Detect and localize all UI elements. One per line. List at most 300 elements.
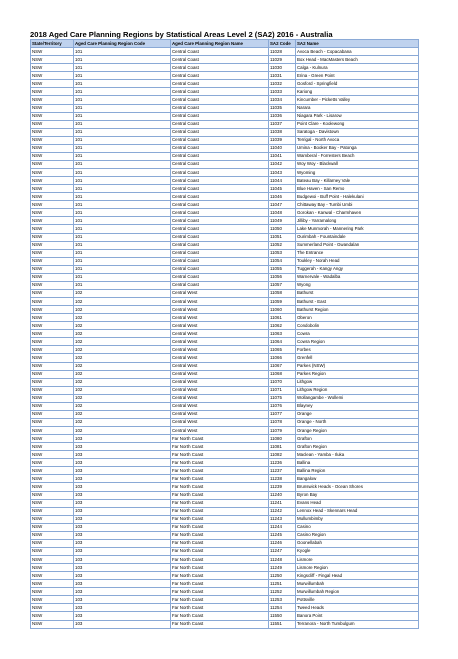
cell-sa2-name: Lismore bbox=[296, 556, 419, 564]
cell-sa2-code: 11057 bbox=[269, 281, 296, 289]
cell-sa2-name: Grafton Region bbox=[296, 443, 419, 451]
cell-region-name: Central Coast bbox=[171, 160, 269, 168]
table-row bbox=[31, 427, 419, 435]
table-row bbox=[31, 435, 419, 443]
cell-sa2-name: Kincumber - Picketts Valley bbox=[296, 96, 419, 104]
cell-sa2-name: Pottsville bbox=[296, 596, 419, 604]
cell-state: NSW bbox=[31, 104, 74, 112]
cell-sa2-name: Cowra bbox=[296, 330, 419, 338]
table-row bbox=[31, 475, 419, 483]
cell-region-name: Central Coast bbox=[171, 185, 269, 193]
cell-state: NSW bbox=[31, 362, 74, 370]
table-row bbox=[31, 491, 419, 499]
cell-region-code: 102 bbox=[74, 370, 171, 378]
cell-state: NSW bbox=[31, 249, 74, 257]
cell-sa2-code: 11238 bbox=[269, 475, 296, 483]
table-row bbox=[31, 378, 419, 386]
cell-state: NSW bbox=[31, 169, 74, 177]
header-sa2-name: SA2 Name bbox=[296, 40, 419, 48]
cell-sa2-name: Chittaway Bay - Tumbi Umbi bbox=[296, 201, 419, 209]
cell-region-name: Central Coast bbox=[171, 144, 269, 152]
cell-region-code: 102 bbox=[74, 322, 171, 330]
cell-region-code: 103 bbox=[74, 564, 171, 572]
cell-state: NSW bbox=[31, 346, 74, 354]
cell-sa2-name: Gorokan - Kanwal - Charmhaven bbox=[296, 209, 419, 217]
cell-sa2-name: Jilliby - Yarramalong bbox=[296, 217, 419, 225]
cell-region-code: 103 bbox=[74, 459, 171, 467]
cell-region-code: 103 bbox=[74, 580, 171, 588]
cell-sa2-name: Goonellabah bbox=[296, 539, 419, 547]
cell-state: NSW bbox=[31, 556, 74, 564]
cell-sa2-name: Blue Haven - San Remo bbox=[296, 185, 419, 193]
cell-state: NSW bbox=[31, 483, 74, 491]
cell-region-name: Central West bbox=[171, 394, 269, 402]
cell-sa2-code: 11237 bbox=[269, 467, 296, 475]
cell-sa2-name: Lithgow bbox=[296, 378, 419, 386]
cell-region-code: 103 bbox=[74, 588, 171, 596]
cell-state: NSW bbox=[31, 475, 74, 483]
cell-sa2-code: 11064 bbox=[269, 338, 296, 346]
cell-sa2-code: 11068 bbox=[269, 370, 296, 378]
table-row bbox=[31, 289, 419, 297]
cell-sa2-code: 11042 bbox=[269, 160, 296, 168]
cell-sa2-code: 11066 bbox=[269, 354, 296, 362]
table-row bbox=[31, 128, 419, 136]
table-row bbox=[31, 362, 419, 370]
cell-region-name: Central West bbox=[171, 402, 269, 410]
cell-region-name: Central West bbox=[171, 386, 269, 394]
cell-region-name: Central Coast bbox=[171, 241, 269, 249]
table-row bbox=[31, 354, 419, 362]
table-row bbox=[31, 531, 419, 539]
cell-region-name: Central West bbox=[171, 314, 269, 322]
cell-region-code: 101 bbox=[74, 48, 171, 56]
cell-sa2-name: Niagara Park - Lisarow bbox=[296, 112, 419, 120]
cell-region-name: Far North Coast bbox=[171, 547, 269, 555]
cell-region-name: Central Coast bbox=[171, 56, 269, 64]
cell-region-code: 103 bbox=[74, 467, 171, 475]
cell-sa2-name: Grenfell bbox=[296, 354, 419, 362]
table-row bbox=[31, 612, 419, 620]
cell-sa2-name: Casino bbox=[296, 523, 419, 531]
cell-region-name: Far North Coast bbox=[171, 507, 269, 515]
cell-region-code: 103 bbox=[74, 435, 171, 443]
cell-region-code: 101 bbox=[74, 128, 171, 136]
cell-sa2-name: Orange - North bbox=[296, 418, 419, 426]
cell-sa2-code: 11251 bbox=[269, 580, 296, 588]
table-row bbox=[31, 596, 419, 604]
cell-sa2-name: Tuggerah - Kangy Angy bbox=[296, 265, 419, 273]
cell-state: NSW bbox=[31, 322, 74, 330]
cell-state: NSW bbox=[31, 48, 74, 56]
table-row bbox=[31, 306, 419, 314]
table-row bbox=[31, 72, 419, 80]
cell-state: NSW bbox=[31, 386, 74, 394]
table-row bbox=[31, 467, 419, 475]
cell-region-code: 101 bbox=[74, 225, 171, 233]
table-row bbox=[31, 451, 419, 459]
table-row bbox=[31, 418, 419, 426]
cell-sa2-name: Saratoga - Davistown bbox=[296, 128, 419, 136]
cell-sa2-code: 11058 bbox=[269, 289, 296, 297]
cell-sa2-code: 11081 bbox=[269, 443, 296, 451]
cell-region-name: Far North Coast bbox=[171, 588, 269, 596]
cell-sa2-name: Wollangambe - Wollemi bbox=[296, 394, 419, 402]
table-row bbox=[31, 104, 419, 112]
cell-region-name: Far North Coast bbox=[171, 475, 269, 483]
cell-region-name: Far North Coast bbox=[171, 467, 269, 475]
cell-state: NSW bbox=[31, 515, 74, 523]
cell-sa2-name: Lennox Head - Skennars Head bbox=[296, 507, 419, 515]
cell-sa2-code: 11035 bbox=[269, 104, 296, 112]
cell-region-name: Central Coast bbox=[171, 112, 269, 120]
cell-region-name: Central West bbox=[171, 306, 269, 314]
table-row bbox=[31, 209, 419, 217]
cell-region-code: 103 bbox=[74, 604, 171, 612]
cell-region-code: 103 bbox=[74, 556, 171, 564]
document-title: 2018 Aged Care Planning Regions by Statistical Areas Level 2 (SA2) 2016 - Australia bbox=[30, 30, 333, 39]
table-row bbox=[31, 265, 419, 273]
cell-region-code: 101 bbox=[74, 169, 171, 177]
cell-sa2-name: Casino Region bbox=[296, 531, 419, 539]
cell-region-code: 102 bbox=[74, 402, 171, 410]
cell-sa2-code: 11241 bbox=[269, 499, 296, 507]
cell-region-name: Central Coast bbox=[171, 136, 269, 144]
table-row bbox=[31, 588, 419, 596]
cell-region-code: 103 bbox=[74, 531, 171, 539]
table-row bbox=[31, 539, 419, 547]
cell-sa2-code: 11254 bbox=[269, 604, 296, 612]
cell-region-code: 101 bbox=[74, 136, 171, 144]
cell-region-code: 101 bbox=[74, 273, 171, 281]
cell-sa2-name: Warnervale - Wadalba bbox=[296, 273, 419, 281]
cell-sa2-code: 11032 bbox=[269, 80, 296, 88]
table-row bbox=[31, 346, 419, 354]
cell-region-code: 102 bbox=[74, 394, 171, 402]
cell-region-code: 101 bbox=[74, 88, 171, 96]
cell-state: NSW bbox=[31, 120, 74, 128]
cell-region-code: 103 bbox=[74, 499, 171, 507]
cell-sa2-code: 11079 bbox=[269, 427, 296, 435]
cell-sa2-name: Woy Woy - Blackwall bbox=[296, 160, 419, 168]
cell-sa2-name: Calga - Kulnura bbox=[296, 64, 419, 72]
cell-sa2-code: 11059 bbox=[269, 298, 296, 306]
cell-sa2-name: Gosford - Springfield bbox=[296, 80, 419, 88]
cell-sa2-name: Toukley - Norah Head bbox=[296, 257, 419, 265]
cell-state: NSW bbox=[31, 265, 74, 273]
cell-state: NSW bbox=[31, 225, 74, 233]
cell-sa2-name: Murwillumbah Region bbox=[296, 588, 419, 596]
cell-state: NSW bbox=[31, 467, 74, 475]
table-row bbox=[31, 241, 419, 249]
cell-state: NSW bbox=[31, 394, 74, 402]
cell-region-code: 103 bbox=[74, 539, 171, 547]
cell-region-name: Far North Coast bbox=[171, 491, 269, 499]
cell-sa2-code: 11044 bbox=[269, 177, 296, 185]
table-row bbox=[31, 56, 419, 64]
cell-region-code: 102 bbox=[74, 410, 171, 418]
cell-sa2-name: Wyong bbox=[296, 281, 419, 289]
cell-region-name: Central Coast bbox=[171, 249, 269, 257]
table-row bbox=[31, 547, 419, 555]
cell-region-code: 103 bbox=[74, 620, 171, 628]
cell-sa2-name: Kyogle bbox=[296, 547, 419, 555]
cell-sa2-code: 11030 bbox=[269, 64, 296, 72]
cell-state: NSW bbox=[31, 64, 74, 72]
cell-region-code: 101 bbox=[74, 96, 171, 104]
cell-state: NSW bbox=[31, 410, 74, 418]
cell-region-name: Central Coast bbox=[171, 233, 269, 241]
cell-region-code: 101 bbox=[74, 241, 171, 249]
table-row bbox=[31, 177, 419, 185]
table-row bbox=[31, 410, 419, 418]
table-row bbox=[31, 169, 419, 177]
cell-region-name: Central Coast bbox=[171, 152, 269, 160]
cell-state: NSW bbox=[31, 370, 74, 378]
cell-region-name: Central Coast bbox=[171, 257, 269, 265]
cell-sa2-name: Murwillumbah bbox=[296, 580, 419, 588]
cell-region-name: Central West bbox=[171, 338, 269, 346]
table-row bbox=[31, 193, 419, 201]
cell-sa2-code: 11050 bbox=[269, 225, 296, 233]
cell-sa2-code: 11046 bbox=[269, 193, 296, 201]
cell-region-code: 101 bbox=[74, 265, 171, 273]
cell-region-code: 102 bbox=[74, 427, 171, 435]
cell-sa2-name: Lake Munmorah - Mannering Park bbox=[296, 225, 419, 233]
cell-region-code: 102 bbox=[74, 386, 171, 394]
cell-state: NSW bbox=[31, 233, 74, 241]
cell-state: NSW bbox=[31, 314, 74, 322]
cell-state: NSW bbox=[31, 378, 74, 386]
cell-region-code: 102 bbox=[74, 362, 171, 370]
table-row bbox=[31, 523, 419, 531]
cell-sa2-code: 11049 bbox=[269, 217, 296, 225]
cell-sa2-name: Umina - Booker Bay - Patonga bbox=[296, 144, 419, 152]
cell-region-name: Central Coast bbox=[171, 72, 269, 80]
cell-region-code: 101 bbox=[74, 64, 171, 72]
cell-sa2-name: Byron Bay bbox=[296, 491, 419, 499]
cell-state: NSW bbox=[31, 241, 74, 249]
cell-sa2-code: 11551 bbox=[269, 620, 296, 628]
cell-state: NSW bbox=[31, 588, 74, 596]
table-row bbox=[31, 48, 419, 56]
cell-sa2-code: 11078 bbox=[269, 418, 296, 426]
cell-sa2-code: 11039 bbox=[269, 136, 296, 144]
cell-state: NSW bbox=[31, 306, 74, 314]
cell-region-name: Central Coast bbox=[171, 169, 269, 177]
cell-region-code: 103 bbox=[74, 515, 171, 523]
cell-sa2-name: Bateau Bay - Killarney Vale bbox=[296, 177, 419, 185]
header-region-name: Aged Care Planning Region Name bbox=[171, 40, 269, 48]
cell-sa2-code: 11047 bbox=[269, 201, 296, 209]
cell-sa2-code: 11037 bbox=[269, 120, 296, 128]
cell-state: NSW bbox=[31, 177, 74, 185]
cell-state: NSW bbox=[31, 281, 74, 289]
cell-sa2-code: 11048 bbox=[269, 209, 296, 217]
header-sa2-code: SA2 Code bbox=[269, 40, 296, 48]
cell-region-name: Far North Coast bbox=[171, 451, 269, 459]
cell-sa2-code: 11242 bbox=[269, 507, 296, 515]
cell-state: NSW bbox=[31, 523, 74, 531]
cell-sa2-code: 11244 bbox=[269, 523, 296, 531]
cell-region-code: 101 bbox=[74, 152, 171, 160]
cell-region-name: Far North Coast bbox=[171, 580, 269, 588]
table-row bbox=[31, 120, 419, 128]
cell-region-code: 101 bbox=[74, 177, 171, 185]
table-row bbox=[31, 64, 419, 72]
cell-sa2-name: Condobolin bbox=[296, 322, 419, 330]
cell-region-name: Central Coast bbox=[171, 120, 269, 128]
cell-region-name: Central West bbox=[171, 354, 269, 362]
table-row bbox=[31, 298, 419, 306]
cell-region-code: 103 bbox=[74, 507, 171, 515]
cell-state: NSW bbox=[31, 257, 74, 265]
cell-region-name: Central West bbox=[171, 362, 269, 370]
cell-sa2-name: Mullumbimby bbox=[296, 515, 419, 523]
cell-region-name: Far North Coast bbox=[171, 572, 269, 580]
cell-region-code: 102 bbox=[74, 289, 171, 297]
cell-sa2-code: 11033 bbox=[269, 88, 296, 96]
cell-sa2-code: 11055 bbox=[269, 265, 296, 273]
cell-state: NSW bbox=[31, 144, 74, 152]
table-body bbox=[31, 48, 419, 629]
cell-region-name: Central West bbox=[171, 298, 269, 306]
table-row bbox=[31, 88, 419, 96]
cell-region-code: 101 bbox=[74, 233, 171, 241]
cell-sa2-code: 11252 bbox=[269, 588, 296, 596]
cell-state: NSW bbox=[31, 580, 74, 588]
cell-sa2-code: 11029 bbox=[269, 56, 296, 64]
cell-region-name: Far North Coast bbox=[171, 435, 269, 443]
cell-sa2-code: 11236 bbox=[269, 459, 296, 467]
cell-sa2-code: 11052 bbox=[269, 241, 296, 249]
table-row bbox=[31, 338, 419, 346]
cell-region-name: Central Coast bbox=[171, 209, 269, 217]
table-header-row bbox=[31, 40, 419, 48]
cell-region-code: 101 bbox=[74, 56, 171, 64]
cell-sa2-name: Summerland Point - Gwandalan bbox=[296, 241, 419, 249]
table-row bbox=[31, 370, 419, 378]
cell-sa2-code: 11054 bbox=[269, 257, 296, 265]
cell-sa2-code: 11061 bbox=[269, 314, 296, 322]
cell-sa2-code: 11245 bbox=[269, 531, 296, 539]
table-row bbox=[31, 217, 419, 225]
cell-region-code: 101 bbox=[74, 112, 171, 120]
cell-state: NSW bbox=[31, 217, 74, 225]
cell-sa2-code: 11067 bbox=[269, 362, 296, 370]
table-row bbox=[31, 572, 419, 580]
cell-region-code: 102 bbox=[74, 354, 171, 362]
cell-sa2-name: Erina - Green Point bbox=[296, 72, 419, 80]
cell-sa2-name: Wyoming bbox=[296, 169, 419, 177]
cell-region-name: Central West bbox=[171, 410, 269, 418]
cell-sa2-name: Orange bbox=[296, 410, 419, 418]
cell-state: NSW bbox=[31, 564, 74, 572]
cell-region-name: Central Coast bbox=[171, 217, 269, 225]
table-row bbox=[31, 386, 419, 394]
cell-sa2-name: Bathurst - East bbox=[296, 298, 419, 306]
table-row bbox=[31, 556, 419, 564]
cell-sa2-code: 11243 bbox=[269, 515, 296, 523]
cell-sa2-code: 11082 bbox=[269, 451, 296, 459]
cell-region-name: Far North Coast bbox=[171, 443, 269, 451]
cell-region-name: Far North Coast bbox=[171, 612, 269, 620]
table-row bbox=[31, 330, 419, 338]
table-row bbox=[31, 257, 419, 265]
cell-region-name: Central Coast bbox=[171, 225, 269, 233]
cell-sa2-name: Evans Head bbox=[296, 499, 419, 507]
cell-sa2-code: 11077 bbox=[269, 410, 296, 418]
cell-sa2-name: Cowra Region bbox=[296, 338, 419, 346]
table-row bbox=[31, 96, 419, 104]
cell-state: NSW bbox=[31, 604, 74, 612]
cell-sa2-code: 11248 bbox=[269, 556, 296, 564]
cell-sa2-name: Grafton bbox=[296, 435, 419, 443]
cell-sa2-code: 11043 bbox=[269, 169, 296, 177]
cell-state: NSW bbox=[31, 507, 74, 515]
cell-region-code: 103 bbox=[74, 451, 171, 459]
cell-state: NSW bbox=[31, 491, 74, 499]
cell-sa2-code: 11075 bbox=[269, 394, 296, 402]
cell-state: NSW bbox=[31, 152, 74, 160]
cell-sa2-code: 11253 bbox=[269, 596, 296, 604]
cell-sa2-name: The Entrance bbox=[296, 249, 419, 257]
cell-state: NSW bbox=[31, 72, 74, 80]
cell-region-name: Far North Coast bbox=[171, 604, 269, 612]
cell-region-name: Far North Coast bbox=[171, 531, 269, 539]
table-row bbox=[31, 225, 419, 233]
cell-sa2-name: Ourimbah - Fountaindale bbox=[296, 233, 419, 241]
table-row bbox=[31, 394, 419, 402]
cell-sa2-code: 11246 bbox=[269, 539, 296, 547]
cell-region-name: Far North Coast bbox=[171, 620, 269, 628]
cell-region-name: Far North Coast bbox=[171, 515, 269, 523]
cell-region-code: 101 bbox=[74, 217, 171, 225]
table-row bbox=[31, 483, 419, 491]
cell-sa2-name: Banora Point bbox=[296, 612, 419, 620]
cell-sa2-name: Point Clare - Koolewong bbox=[296, 120, 419, 128]
cell-state: NSW bbox=[31, 160, 74, 168]
cell-region-code: 101 bbox=[74, 201, 171, 209]
cell-region-name: Far North Coast bbox=[171, 459, 269, 467]
cell-state: NSW bbox=[31, 418, 74, 426]
cell-region-name: Central Coast bbox=[171, 64, 269, 72]
cell-region-code: 103 bbox=[74, 612, 171, 620]
cell-region-name: Central Coast bbox=[171, 193, 269, 201]
table-row bbox=[31, 322, 419, 330]
cell-sa2-code: 11038 bbox=[269, 128, 296, 136]
cell-state: NSW bbox=[31, 547, 74, 555]
cell-region-code: 101 bbox=[74, 257, 171, 265]
cell-sa2-name: Narara bbox=[296, 104, 419, 112]
cell-state: NSW bbox=[31, 620, 74, 628]
table-row bbox=[31, 249, 419, 257]
cell-region-code: 103 bbox=[74, 475, 171, 483]
cell-sa2-name: Ballina bbox=[296, 459, 419, 467]
cell-state: NSW bbox=[31, 596, 74, 604]
cell-state: NSW bbox=[31, 128, 74, 136]
cell-region-code: 102 bbox=[74, 346, 171, 354]
cell-sa2-code: 11071 bbox=[269, 386, 296, 394]
cell-region-code: 101 bbox=[74, 72, 171, 80]
cell-region-code: 101 bbox=[74, 120, 171, 128]
cell-region-code: 101 bbox=[74, 193, 171, 201]
table-row bbox=[31, 201, 419, 209]
cell-sa2-name: Kingscliff - Fingal Head bbox=[296, 572, 419, 580]
cell-region-code: 102 bbox=[74, 378, 171, 386]
cell-sa2-name: Parkes Region bbox=[296, 370, 419, 378]
cell-state: NSW bbox=[31, 539, 74, 547]
